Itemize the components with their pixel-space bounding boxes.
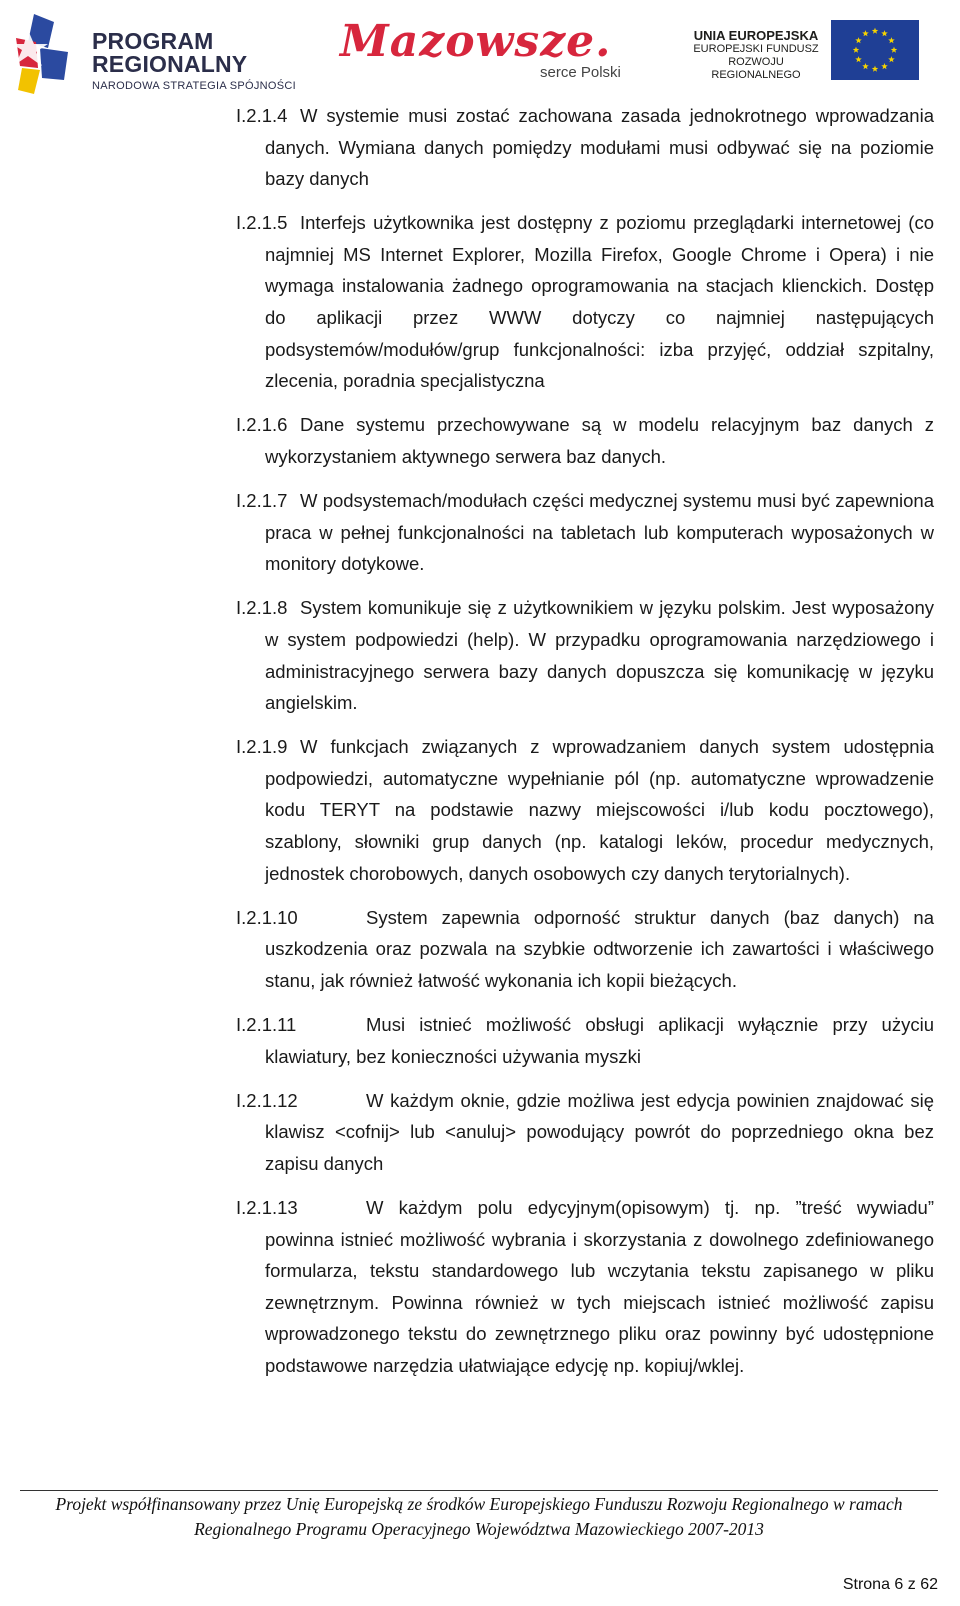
requirement-number: I.2.1.8	[236, 597, 288, 619]
requirement-number: I.2.1.6	[236, 414, 288, 436]
mazowsze-tagline: serce Polski	[540, 64, 621, 81]
footer-divider	[20, 1490, 938, 1491]
mazowsze-logo	[340, 18, 640, 88]
program-logo-line2: REGIONALNY	[92, 51, 248, 77]
page-footer	[20, 1492, 938, 1542]
eu-logo-line1: UNIA EUROPEJSKA	[693, 28, 819, 43]
requirement-text: W każdym oknie, gdzie możliwa jest edycja powinien znajdować się klawisz <cofnij> lub <anuluj> powodujący powrót do poprzedniego okna bez zapisu danych	[265, 1089, 934, 1174]
requirement-item	[236, 902, 934, 997]
requirement-text: Musi istnieć możliwość obsługi aplikacji wyłącznie przy użyciu klawiatury, bez konieczności używania myszki	[265, 1013, 934, 1067]
program-logo-subtitle: NARODOWA STRATEGIA SPÓJNOŚCI	[92, 80, 296, 92]
mazowsze-wordmark: Mazowsze.	[340, 16, 612, 67]
footer-line1: Projekt współfinansowany przez Unię Europejską ze środków Europejskiego Funduszu Rozwoju Regionalnego w ramach	[55, 1494, 903, 1514]
requirement-number: I.2.1.12	[236, 1089, 298, 1111]
requirement-text: W funkcjach związanych z wprowadzaniem danych system udostępnia podpowiedzi, automatyczne wypełnianie pól (np. automatyczne wprowadzenie kodu TERYT na podstawie nazwy miejscowości i/lub kodu pocztowego), szablony, słowniki grup danych (np. katalogi leków, procedur medycznych, jednostek chorobowych, danych osobowych czy danych terytorialnych).	[265, 736, 934, 884]
requirement-number: I.2.1.11	[236, 1013, 297, 1035]
program-logo-line1: PROGRAM	[92, 28, 214, 54]
program-regionalny-logo	[14, 8, 304, 96]
requirement-text: W podsystemach/modułach części medycznej systemu musi być zapewniona praca w pełnej funkcjonalności na tabletach lub komputerach wyposażonych w monitory dotykowe.	[265, 490, 934, 575]
footer-line2: Regionalnego Programu Operacyjnego Województwa Mazowieckiego 2007-2013	[194, 1519, 764, 1539]
program-regionalny-title	[92, 30, 247, 76]
eu-logo-line3: ROZWOJU REGIONALNEGO	[711, 56, 801, 81]
page-number: Strona 6 z 62	[842, 1576, 938, 1593]
eu-flag-icon	[831, 20, 919, 80]
requirement-item	[236, 731, 934, 889]
requirement-number: I.2.1.7	[236, 490, 288, 512]
document-body	[236, 100, 934, 1394]
requirement-item	[236, 100, 934, 195]
requirement-number: I.2.1.5	[236, 212, 288, 234]
requirement-item	[236, 1085, 934, 1180]
requirement-number: I.2.1.4	[236, 105, 288, 126]
requirement-item	[236, 409, 934, 472]
requirement-item	[236, 485, 934, 580]
page-header	[0, 0, 960, 100]
requirement-text: W każdym polu edycyjnym(opisowym) tj. np. ”treść wywiadu” powinna istnieć możliwość wybrania i skorzystania z dowolnego zdefiniowanego formularza, tekstu standardowego lub wczytania tekstu zapisanego w pliku zewnętrznym. Powinna również w tych miejscach istnieć możliwość zapisu wprowadzonego tekstu do zewnętrznego pliku oraz powinny być udostępnione podstawowe narzędzia ułatwiające edycję np. kopiuj/wklej.	[265, 1196, 934, 1376]
requirement-text: System zapewnia odporność struktur danych (baz danych) na uszkodzenia oraz pozwala na szybkie odtworzenie ich zawartości i właściwego stanu, jak również łatwość wykonania ich kopii bieżących.	[265, 906, 934, 991]
requirement-item	[236, 1009, 934, 1072]
requirement-number: I.2.1.10	[236, 906, 298, 928]
requirement-text: W systemie musi zostać zachowana zasada jednokrotnego wprowadzania danych. Wymiana danych pomiędzy modułami musi odbywać się na poziomie bazy danych	[265, 105, 934, 190]
eu-logo	[685, 20, 925, 82]
requirement-text: Interfejs użytkownika jest dostępny z poziomu przeglądarki internetowej (co najmniej MS Internet Explorer, Mozilla Firefox, Google Chrome i Opera) i nie wymaga instalowania żadnego oprogramowania na stacjach klienckich. Dostęp do aplikacji przez WWW dotyczy co najmniej następujących podsystemów/modułów/grup funkcjonalności: izba przyjęć, oddział szpitalny, zlecenia, poradnia specjalistyczna	[265, 212, 934, 392]
program-regionalny-emblem-icon	[14, 8, 72, 96]
requirement-item	[236, 592, 934, 718]
requirement-item	[236, 1192, 934, 1382]
eu-logo-line2: EUROPEJSKI FUNDUSZ	[693, 43, 819, 55]
requirement-number: I.2.1.13	[236, 1196, 298, 1218]
requirement-text: System komunikuje się z użytkownikiem w języku polskim. Jest wyposażony w system podpowiedzi (help). W przypadku oprogramowania narzędziowego i administracyjnego serwera bazy danych dopuszcza się komunikację w języku angielskim.	[265, 597, 934, 714]
requirement-text: Dane systemu przechowywane są w modelu relacyjnym baz danych z wykorzystaniem aktywnego serwera baz danych.	[265, 414, 934, 467]
eu-logo-text	[685, 28, 827, 82]
requirement-number: I.2.1.9	[236, 736, 288, 758]
requirement-item	[236, 207, 934, 397]
